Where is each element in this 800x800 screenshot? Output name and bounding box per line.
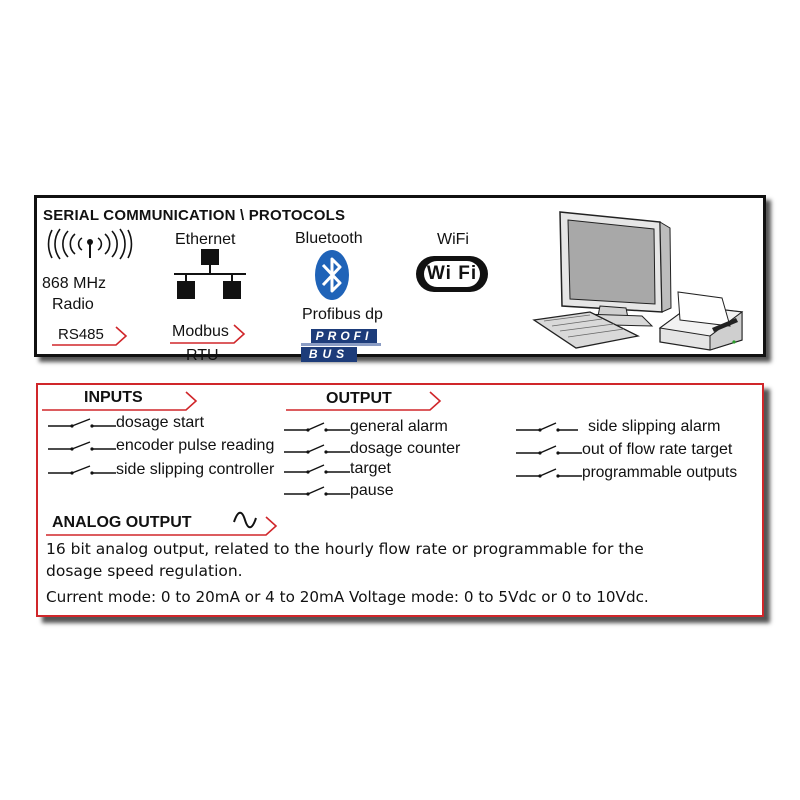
radio-antenna-icon (44, 228, 136, 262)
output-title: OUTPUT (326, 390, 392, 407)
output-item-label: programmable outputs (582, 464, 738, 481)
switch-icon (284, 462, 350, 476)
analog-output-title: ANALOG OUTPUT (52, 514, 192, 531)
output-item-label: pause (350, 482, 394, 499)
bluetooth-label: Bluetooth (295, 230, 363, 247)
output-item (516, 464, 737, 482)
input-item (48, 461, 274, 479)
profibus-label: Profibus dp (302, 306, 383, 323)
ethernet-network-icon (174, 247, 248, 303)
serial-title: SERIAL COMMUNICATION \ PROTOCOLS (43, 207, 346, 224)
inputs-arrow-icon (40, 390, 200, 412)
input-item (48, 414, 204, 432)
computer-printer-illustration (530, 208, 762, 352)
ethernet-label: Ethernet (175, 231, 236, 248)
modbus-label: Modbus (172, 323, 229, 340)
output-item-label: out of flow rate target (582, 441, 733, 458)
switch-icon (516, 443, 582, 457)
switch-icon (48, 416, 116, 430)
switch-icon (516, 420, 588, 434)
switch-icon (284, 420, 350, 434)
input-item-label: dosage start (116, 414, 205, 431)
output-item (284, 440, 460, 458)
input-item-label: encoder pulse reading (116, 437, 275, 454)
wifi-label: WiFi (437, 231, 469, 248)
switch-icon (516, 466, 582, 480)
switch-icon (48, 439, 116, 453)
radio-label: Radio (52, 296, 94, 313)
rs485-label: RS485 (58, 326, 104, 343)
profibus-logo-bottom: BUS (301, 347, 357, 362)
rs485-arrow-icon (50, 326, 130, 348)
output-item-label: general alarm (350, 418, 448, 435)
analog-description-line-3: Current mode: 0 to 20mA or 4 to 20mA Voltage mode: 0 to 5Vdc or 0 to 10Vdc. (46, 588, 649, 606)
output-item (516, 418, 721, 436)
input-item (48, 437, 274, 455)
analog-description-line-2: dosage speed regulation. (46, 562, 243, 580)
output-item-label: side slipping alarm (588, 418, 721, 435)
switch-icon (284, 484, 350, 498)
profibus-logo-top: PROFI (311, 329, 377, 344)
input-item-label: side slipping controller (116, 461, 275, 478)
bluetooth-icon (314, 249, 350, 301)
wifi-logo (416, 256, 488, 292)
output-item (284, 418, 448, 436)
output-item (516, 441, 732, 459)
output-arrow-icon (284, 390, 444, 412)
output-item-label: target (350, 460, 391, 477)
profibus-logo (301, 327, 381, 363)
profibus-logo-stripe (301, 343, 381, 346)
output-item (284, 460, 391, 478)
radio-frequency-label: 868 MHz (42, 275, 107, 292)
modbus-rtu-label: RTU (186, 347, 219, 364)
output-item-label: dosage counter (350, 440, 461, 457)
wifi-logo-text: Wi Fi (426, 263, 478, 284)
switch-icon (284, 442, 350, 456)
modbus-arrow-icon (168, 324, 248, 346)
analog-output-arrow-icon (44, 515, 280, 537)
output-item (284, 482, 394, 500)
inputs-title: INPUTS (84, 389, 143, 406)
switch-icon (48, 463, 116, 477)
analog-description-line-1: 16 bit analog output, related to the hourly flow rate or programmable for the (46, 540, 644, 558)
